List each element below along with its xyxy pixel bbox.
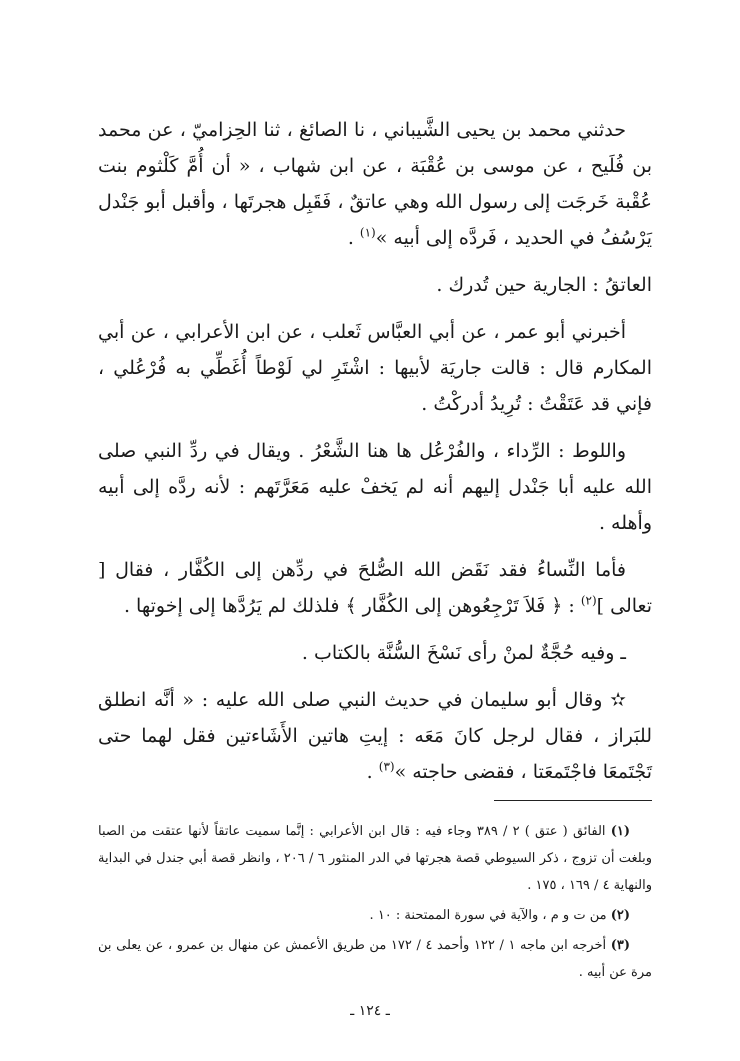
paragraph-definition-atiq: العاتقُ : الجارية حين تُدرك . [436,274,652,296]
page-number: ـ ١٢٤ ـ [350,1003,390,1019]
paragraph-abu-umar-report: أخبرني أبو عمر ، عن أبي العبَّاس ثَعلب ، عن ابن الأعرابي ، عن أبي المكارم قال : قالت جاريَة لأبيها : اشْتَرِ لي لَوْطاً أُغَطِّي به فُرْعُلي ، فإني قد عَتَقْتُ : تُرِيدُ أدركْتُ . [98,321,652,415]
footnote-2: (٢) من ت و م ، والآية في سورة الممتحنة : ١٠ . [369,908,630,923]
footnotes-section [98,818,652,989]
paragraph-hadith-umm-kulthum: حدثني محمد بن يحيى الشَّيباني ، نا الصائغ ، ثنا الحِزاميّ ، عن محمد بن فُلَيح ، عن موسى بن عُقْبَة ، عن ابن شهاب ، « أن أُمَّ كَلْثوم بنت عُقْبة خَرجَت إلى رسول الله وهي عاتقٌ ، فَقَبِل هجرتَها ، وأقبل أبو جَنْدل يَرْسُفُ في الحديد ، فَردَّه إلى أبيه »$^{(١)}$ . [98,119,652,249]
footnote-ref-1[interactable]: (١) [359,225,376,240]
footnote-3: (٣) أخرجه ابن ماجه ١ / ١٢٢ وأحمد ٤ / ١٧٢ من طريق الأعمش عن منهال بن عمرو ، عن يعلى بن مرة عن أبيه . [98,938,652,980]
main-text [98,112,652,801]
footnote-divider [494,800,652,801]
paragraph-abrogation-note: ـ وفيه حُجَّةٌ لمنْ رأى نَسْخَ السُّنَّة بالكتاب . [301,642,626,664]
footnote-1: (١) الفائق ( عتق ) ٢ / ٣٨٩ وجاء فيه : قال ابن الأعرابي : إنَّما سميت عاتقاً لأنها عتقت من الصبا وبلغت أن تزوج ، ذكر السيوطي قصة هجرتها في الدر المنثور ٦ / ٢٠٦ ، وانظر قصة أبي جندل في البداية والنهاية ٤ / ١٦٩ ، ١٧٥ . [98,824,652,893]
paragraph-women-treaty: فأما النِّساءُ فقد نَقَض الله الصُّلحَ في ردِّهن إلى الكُفَّار ، فقال [ تعالى ]$^{(٢)}$ : ﴿ فَلاَ تَرْجِعُوهن إلى الكُفَّار ﴾ فلذلك لم يَرُدَّها إلى إخوتها . [98,559,652,617]
paragraph-hadith-baraz: ✫ وقال أبو سليمان في حديث النبي صلى الله عليه : « أنَّه انطلق للبَراز ، فقال لرجل كانَ مَعَه : إيتِ هاتين الأَشَاءتين فقل لهما حتى تَجْتَمعَا فاجْتَمعَتا ، فقضى حاجته »$^{(٣)}$ . [98,689,652,783]
footnote-number: (٢) [610,908,630,923]
footnote-ref-3[interactable]: (٣) [378,759,395,774]
footnote-number: (١) [610,824,630,839]
footnote-number: (٣) [610,938,631,953]
footnote-ref-2[interactable]: (٢) [580,593,597,608]
paragraph-lawt-definition: واللوط : الرِّداء ، والفُرْعُل ها هنا الشَّعْرُ . ويقال في ردِّ النبي صلى الله عليه أبا جَنْدل إليهم أنه لم يَخفْ عليه مَعَرَّتَهم : لأنه ردَّه إلى أبيه وأهله . [98,440,652,534]
